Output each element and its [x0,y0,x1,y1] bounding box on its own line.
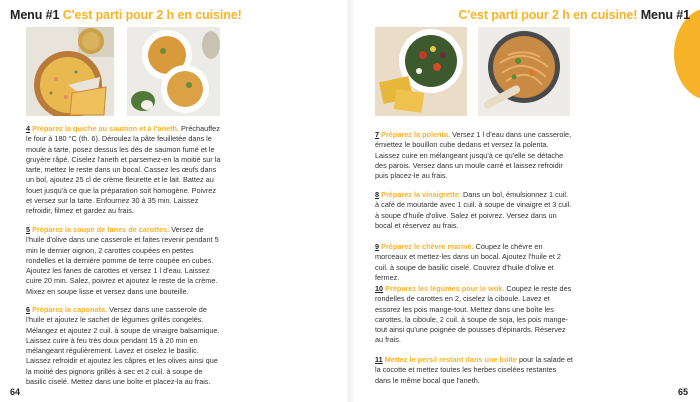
step-text: Versez 1 l d'eau dans une casserole, émiettez le bouillon cube dedans et versez la polenta. Laissez cuire en mélangeant jusqu'à ce qu'elle se détache des parois. Versez dans un moule carré et laissez refroidir puis placez-le au frais. [375,130,572,180]
step-heading: Préparez la caponata. [32,305,108,314]
menu-label: Menu #1 [10,8,60,22]
step-text: Versez dans une casserole de l'huile et ajoutez le sachet de légumes grillés congelés. Mélangez et ajoutez 2 cuil. à soupe de vinaigre balsamique. Laissez cuire à feu très doux pendant 15 à 20 min en mélangeant régulièrement. Lavez et ciselez le basilic. Laissez refroidir et ajoutez les câpres et les olives ainsi que la moitié des pignons grillés à sec et 2 cuil. à soupe de basilic ciselé. Mettez dans une boîte et placez-la au frais. [26,305,220,386]
step-number: 7 [375,130,380,139]
step-text: pour la salade et la cocotte et mettez toutes les herbes ciselées restantes dans le même bocal que l'aneth. [375,355,573,385]
page-number-right: 65 [677,387,688,397]
step-number: 4 [26,124,31,133]
step-heading: Préparez la polenta. [381,130,451,139]
step-number: 9 [375,242,380,251]
step-text: Versez de l'huile d'olive dans une casserole et faites revenir pendant 5 min le dernier oignon, 2 carottes coupées en petites rondelles et la dernière pomme de terre coupée en cubes. Ajoutez les fanes de carottes et versez 1 l d'eau. Laissez cuire 20 min. Salez, poivrez et ajoutez le reste de la crème. Mixez en soupe lisse et versez dans une bouteille. [26,225,219,296]
book-gutter [345,0,355,402]
page-number-left: 64 [10,387,21,397]
step-10 [375,284,574,346]
step-number: 10 [375,284,384,293]
section-title: C'est parti pour 2 h en cuisine! [458,8,638,22]
carrot-soup-photo [127,27,220,116]
step-number: 8 [375,190,380,199]
step-text: Coupez le chèvre en morceaux et mettez-les dans un bocal. Ajoutez l'huile et 2 cuil. à soupe de basilic ciselé. Couvrez d'huile d'olive et fermez. [375,242,561,282]
quiche-photo [26,27,114,116]
step-heading: Préparez le chèvre mariné. [381,242,474,251]
left-page-title [10,8,242,22]
menu-label: Menu #1 [640,8,690,22]
step-heading: Préparez la soupe de fanes de carottes. [32,225,170,234]
step-7 [375,130,574,181]
step-heading: Préparez la vinaigrette. [381,190,461,199]
step-8 [375,190,574,231]
step-text: Préchauffez le four à 180 °C (th. 6). Déroulez la pâte feuilletée dans le moule à tarte, posez dessus les dés de saumon fumé et le gruyère râpé. Ciselez l'aneth et parsemez-en la moitié sur la tarte, mettez le reste dans un bocal. Cassez les œufs dans un bol, ajoutez 25 cl de crème fleurette et le lait. Battez au fouet jusqu'à ce que la préparation soit homogène. Poivrez et versez sur la tarte. Enfournez 30 à 35 min. Laissez refroidir, filmez et gardez au frais. [26,124,221,215]
step-9 [375,242,574,283]
step-heading: Préparez les légumes pour le wok. [385,284,505,293]
step-4 [26,124,222,216]
right-page-title [458,8,690,22]
section-title: C'est parti pour 2 h en cuisine! [62,8,242,22]
noodle-wok-photo [478,27,570,116]
step-5 [26,225,222,297]
step-6 [26,305,222,387]
step-number: 11 [375,355,383,364]
step-text: Coupez le reste des rondelles de carottes en 2, ciselez la ciboule. Lavez et essorez les pois mange-tout. Mettez dans une boîte les carottes, la ciboule, 2 cuil. à soupe de soja, les pois mange-tout ainsi qu'une poignée de pousses d'épinards. Réservez au frais. [375,284,572,345]
step-number: 5 [26,225,31,234]
step-heading: Préparez la quiche au saumon et à l'aneth. [32,124,180,133]
step-text: Dans un bol, émulsionnez 1 cuil. à café de moutarde avec 1 cuil. à soupe de vinaigre et 3 cuil. à soupe d'huile d'olive. Salez et poivrez. Versez dans un bocal et réservez au frais. [375,190,572,230]
step-heading: Mettez le persil restant dans une boîte [384,355,517,364]
step-11 [375,355,574,386]
polenta-salad-photo [375,27,467,116]
step-number: 6 [26,305,31,314]
